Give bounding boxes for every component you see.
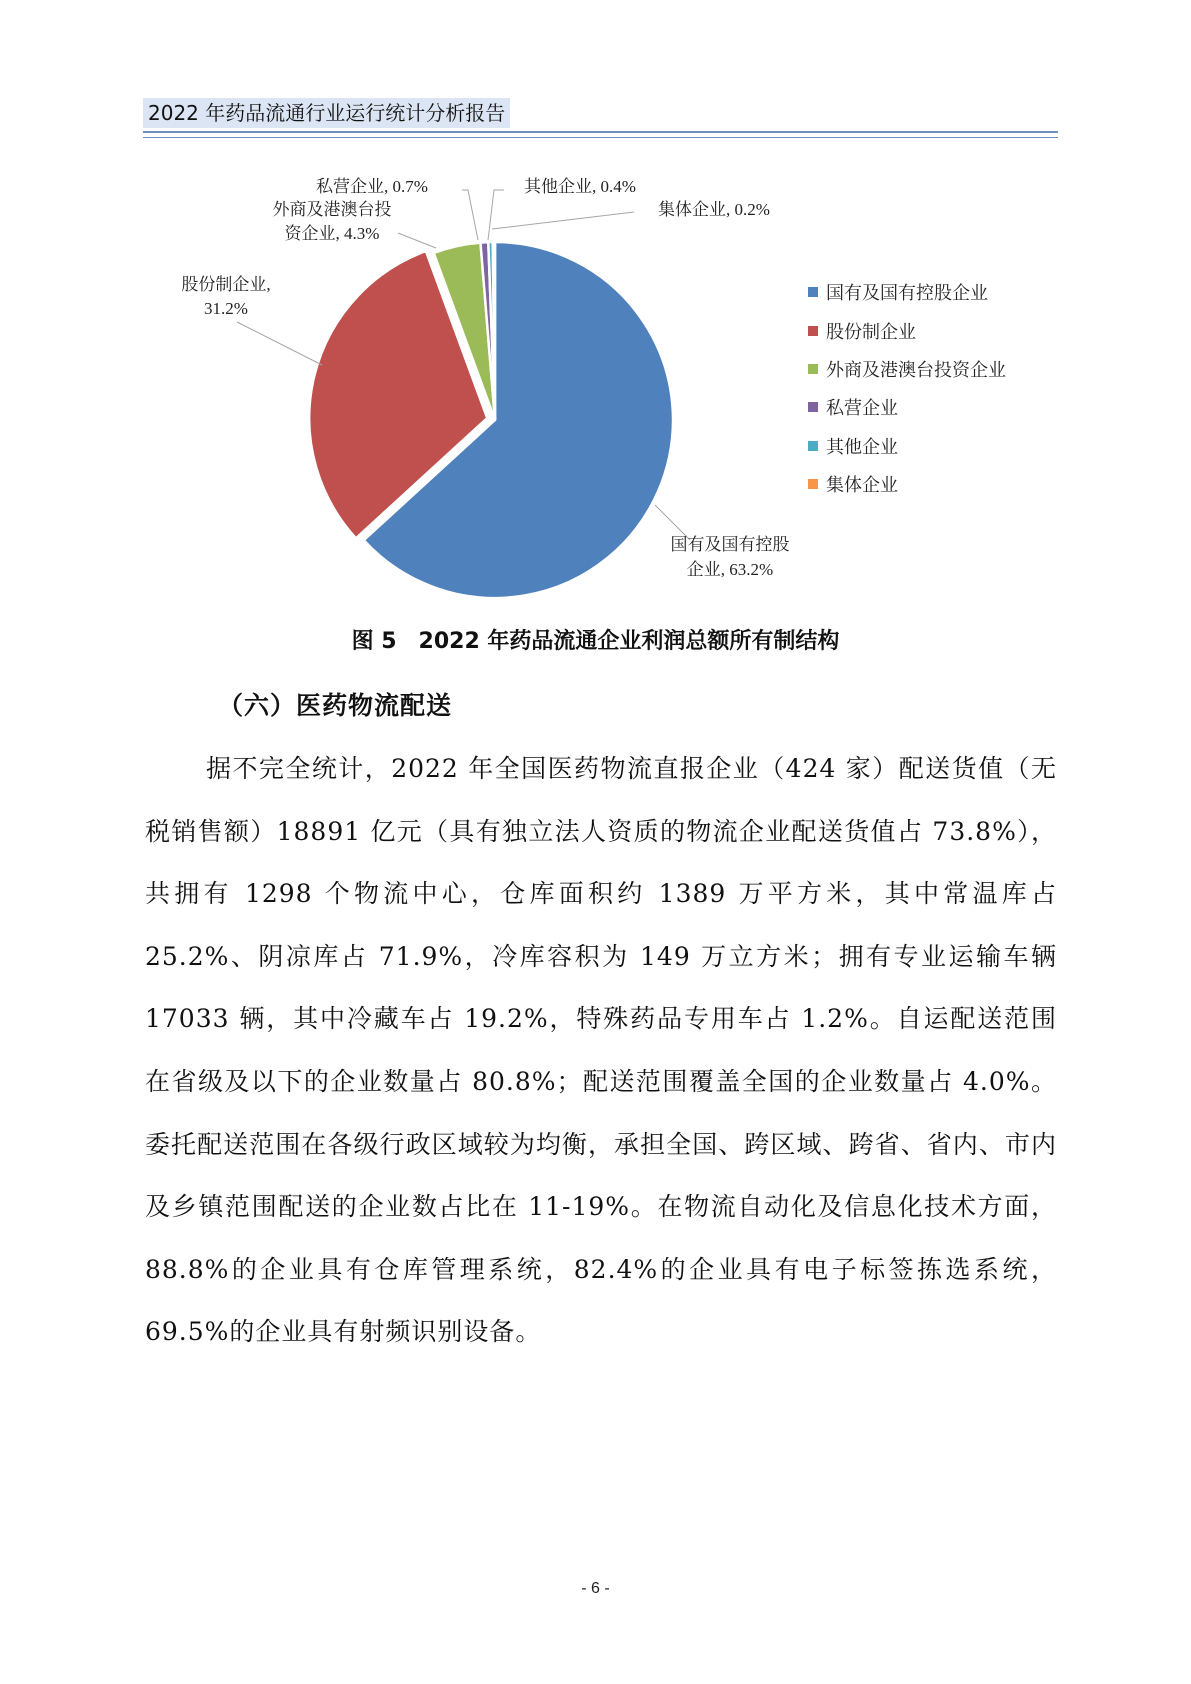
legend-item bbox=[808, 350, 1006, 388]
slice-data-label: 企业, 63.2% bbox=[686, 560, 774, 579]
body-paragraph: 据不完全统计，2022 年全国医药物流直报企业（424 家）配送货值（无税销售额）18891 亿元（具有独立法人资质的物流企业配送货值占 73.8%），共拥有 1298 个物流中心，仓库面积约 1389 万平方米，其中常温库占 25.2%、阴凉库占 71.9%，冷库容积为 149 万立方米；拥有专业运输车辆 17033 辆，其中冷藏车占 19.2%，特殊药品专用车占 1.2%。自运配送范围在省级及以下的企业数量占 80.8%；配送范围覆盖全国的企业数量占 4.0%。委托配送范围在各级行政区域较为均衡，承担全国、跨区域、跨省、省内、市内及乡镇范围配送的企业数占比在 11-19%。在物流自动化及信息化技术方面，88.8%的企业具有仓库管理系统，82.4%的企业具有电子标签拣选系统，69.5%的企业具有射频识别设备。 bbox=[145, 754, 1057, 1347]
legend-swatch bbox=[808, 326, 818, 336]
slice-data-label: 国有及国有控股 bbox=[670, 535, 790, 554]
slice-leader-line bbox=[237, 322, 322, 365]
legend-swatch bbox=[808, 479, 818, 489]
legend-item bbox=[808, 388, 1006, 426]
slice-leader-line bbox=[462, 190, 478, 240]
slice-data-label: 其他企业, 0.4% bbox=[524, 177, 636, 196]
figure-caption: 图 5 2022 年药品流通企业利润总额所有制结构 bbox=[351, 629, 840, 654]
slice-data-label: 31.2% bbox=[204, 299, 248, 318]
slice-data-label: 集体企业, 0.2% bbox=[658, 200, 770, 219]
legend-item bbox=[808, 273, 1006, 311]
legend-swatch bbox=[808, 364, 818, 374]
slice-leader-line bbox=[492, 212, 634, 229]
chart-legend bbox=[808, 273, 1006, 503]
legend-item bbox=[808, 465, 1006, 503]
legend-swatch bbox=[808, 287, 818, 297]
legend-label: 股份制企业 bbox=[826, 321, 916, 342]
legend-item bbox=[808, 427, 1006, 465]
legend-label: 其他企业 bbox=[826, 436, 898, 457]
slice-data-label: 私营企业, 0.7% bbox=[316, 177, 428, 196]
slice-data-label: 资企业, 4.3% bbox=[284, 224, 380, 243]
slice-data-label: 外商及港澳台投 bbox=[272, 200, 392, 219]
legend-swatch bbox=[808, 402, 818, 412]
legend-label: 集体企业 bbox=[826, 475, 898, 496]
report-header-title: 2022 年药品流通行业运行统计分析报告 bbox=[143, 98, 510, 128]
slice-leader-line bbox=[398, 233, 436, 248]
legend-item bbox=[808, 311, 1006, 349]
section-heading: （六）医药物流配送 bbox=[218, 691, 453, 720]
page-number: - 6 - bbox=[581, 1580, 610, 1597]
legend-label: 外商及港澳台投资企业 bbox=[826, 359, 1006, 380]
slice-leader-line bbox=[488, 190, 504, 240]
slice-data-label: 股份制企业, bbox=[181, 275, 271, 294]
legend-swatch bbox=[808, 441, 818, 451]
legend-label: 私营企业 bbox=[826, 398, 898, 419]
legend-label: 国有及国有控股企业 bbox=[826, 283, 988, 304]
pie-chart bbox=[0, 0, 1191, 620]
